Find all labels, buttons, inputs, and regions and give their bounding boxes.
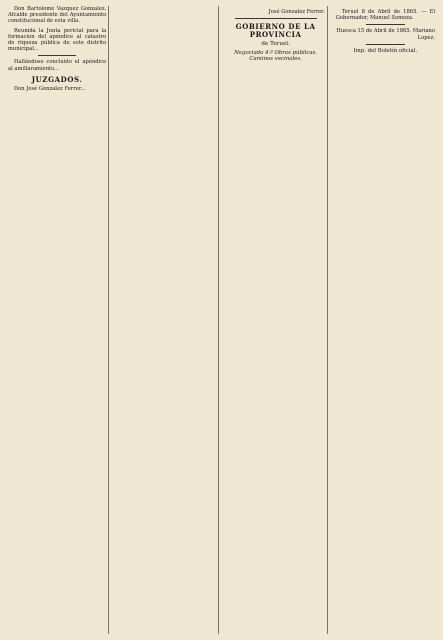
divider-rule: [38, 55, 76, 56]
column-2: [115, 6, 218, 634]
section-heading: GOBIERNO DE LA PROVINCIA: [235, 22, 316, 40]
article-paragraph: Don Bartolomé Vazquez Gonzalez. Afcalde presidente del Ayuntamiento constitucional de esta villa.: [8, 6, 107, 25]
article-paragraph: Teruel 8 de Abril de 1865. — El Gobernador, Manuel Somoza.: [335, 9, 435, 22]
column-grid: [6, 6, 437, 634]
article-paragraph: Reunida la Junta pericial para la formacion del apéndice al catastro de riqueza pública de este distrito municipal...: [8, 27, 107, 53]
column-3: [225, 6, 328, 634]
divider-rule: [235, 18, 317, 19]
article-paragraph: Hallándose concluido el apéndice al amillaramiento...: [8, 59, 107, 72]
article-paragraph: Don José Gonzalez Ferrer...: [14, 85, 86, 92]
section-subheading: de Teruel.: [261, 41, 290, 48]
divider-rule: [366, 44, 405, 45]
signature-line: José Gonzalez Ferrer.: [268, 9, 325, 15]
divider-rule: [366, 24, 405, 25]
signature-line: Huesca 15 de Abril de 1865. Mariano Lopez.: [336, 28, 435, 41]
department-heading: Negociado 4.º Obras públicas. Caminos vecinales.: [234, 49, 318, 62]
printer-imprint: Imp. del Boletín oficial.: [353, 47, 418, 54]
column-1: [6, 6, 109, 634]
column-4: [334, 6, 437, 634]
section-heading: JUZGADOS.: [31, 74, 83, 84]
